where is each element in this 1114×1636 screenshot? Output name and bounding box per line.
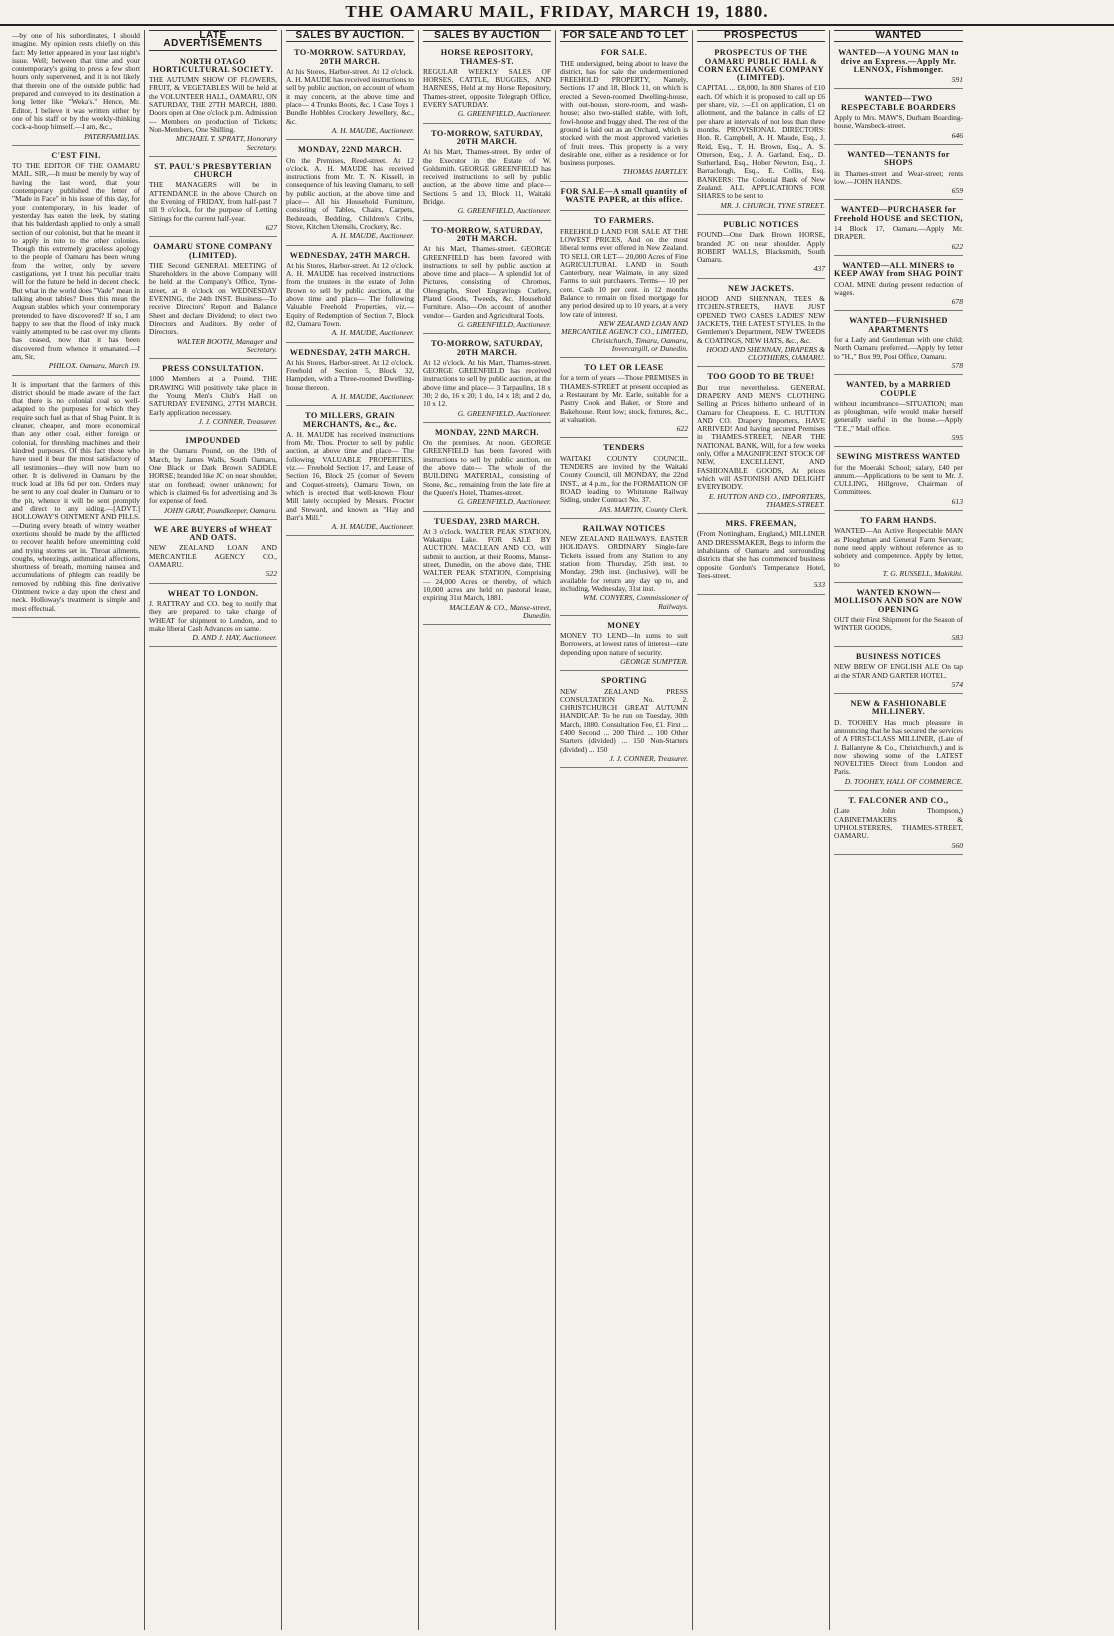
advertisement — [423, 337, 551, 423]
advertisement-title: PRESS CONSULTATION. — [162, 364, 264, 374]
advertisement-body: for a Lady and Gentleman with one child; North Oamaru preferred.—Apply by letter to "H.," Box 99, Post Office, Oamaru. — [834, 335, 963, 361]
advertisement — [834, 450, 963, 511]
advertisement — [149, 160, 277, 237]
advertisement-title: WANTED—FURNISHED APARTMENTS — [849, 316, 948, 334]
advertisement — [12, 379, 140, 618]
column-header: LATE ADVERTISEMENTS — [149, 30, 277, 51]
advertisement-title: WE ARE BUYERS of WHEAT AND OATS. — [153, 524, 273, 543]
advertisement — [834, 148, 963, 200]
advertisement — [697, 46, 825, 215]
advertisement-body: J. RATTRAY and CO. beg to notify that they are prepared to take charge of WHEAT for shipment to London, and to make liberal Cash Advances on same. — [149, 598, 277, 633]
advertisement — [423, 127, 551, 221]
advertisement — [149, 523, 277, 584]
advertisement — [423, 426, 551, 512]
advertisement-signature: G. GREENFIELD, Auctioneer. — [457, 109, 551, 119]
advertisement-signature: A. H. MAUDE, Auctioneer. — [331, 125, 414, 135]
advertisement-signature: 678 — [951, 297, 963, 307]
advertisement-body: NEW BREW OF ENGLISH ALE On tap at the STAR AND GARTER HOTEL. — [834, 662, 963, 680]
advertisement-title: OAMARU STONE COMPANY (LIMITED). — [153, 242, 273, 260]
advertisement-body: MONEY TO LEND—In sums to suit Borrowers, at lowest rates of interest—rate depending upon nature of security. — [560, 631, 688, 657]
advertisement-title: WANTED—PURCHASER for Freehold HOUSE and SECTION, — [834, 205, 963, 223]
advertisement-body: without incumbrance—SITUATION; man as ploughman, wife would make herself generally useful in the house.—Apply "T.E.," Mail office. — [834, 398, 963, 433]
advertisement-body: HOOD AND SHENNAN, TEES & ITCHEN-STREETS, HAVE JUST OPENED TWO CASES LADIES' NEW JACKETS, THE LATEST STYLES. In the Gentlemen's Department, NEW TWEEDS & COATINGS, NEW HATS, &c., &c. — [697, 294, 825, 345]
advertisement-title: FOR SALE. — [600, 48, 648, 58]
advertisement-body: On the Premises, Reed-street. At 12 o'clock. A. H. MAUDE has received instructions from Mr. T. N. Kissell, in consequence of his leaving Oamaru, to sell by public auction, at the above time and place— All his Household Furniture, consisting of Tables, Chairs, Carpets, Bedsteads, Bedding, Children's Cribs, Stove, Kitchen Utensils, Crockery, &c. — [286, 155, 414, 231]
advertisement-body: THE MANAGERS will be in ATTENDANCE in the above Church on the Evening of FRIDAY, from half-past 7 till 9 o'clock, for the purpose of Letting Sittings for the current half-year. — [149, 180, 277, 223]
advertisement — [149, 434, 277, 520]
advertisement-signature: A. H. MAUDE, Auctioneer. — [331, 522, 414, 532]
newspaper-page — [8, 30, 1106, 1630]
advertisement-body: At his Stores, Harbor-street. At 12 o'clock. A. H. MAUDE has received instructions from the trustees in the estate of John Brown to sell by public auction, at the above time and place— The following Valuable Freehold Properties, viz.— Equity of Redemption of Section 7, Block 82, Oamaru Town. — [286, 260, 414, 328]
advertisement-body: REGULAR WEEKLY SALES OF HORSES, CATTLE, BUGGIES, AND HARNESS, Held at my Horse Repository, Thames-street, opposite Telegraph Office, EVERY SATURDAY. — [423, 66, 551, 110]
advertisement-title: PROSPECTUS OF THE OAMARU PUBLIC HALL & CORN EXCHANGE COMPANY (LIMITED). — [697, 48, 825, 83]
advertisement-signature: E. HUTTON AND CO., IMPORTERS, THAMES-STREET. — [708, 491, 825, 509]
advertisement-body: CAPITAL ... £8,000, In 800 Shares of £10 each. Of which it is proposed to call up £6 per share, viz. :—£1 on application, £1 on allotment, and the balance in calls of £2 per share at intervals of not less than three months. PROVISIONAL DIRECTORS: Hon. R. Campbell, A. H. Maude, Esq., J. Reid, Esq., T. H. Brown, Esq., A. S. Otterson, Esq., J. A. Garland, Esq., D. Sutherland, Esq., Hober Newton, Esq., J. Barraclough, Esq., E. Collis, Esq. BANKERS: The Colonial Bank of New Zealand. ALL APPLICATIONS FOR SHARES to be sent to — [697, 83, 825, 201]
advertisement-title: TO FARM HANDS. — [860, 516, 937, 526]
advertisement-signature: 646 — [951, 130, 963, 140]
advertisement-signature: A. H. MAUDE, Auctioneer. — [331, 231, 414, 241]
advertisement-title: TO FARMERS. — [593, 216, 655, 226]
masthead-title: THE OAMARU MAIL, FRIDAY, MARCH 19, 1880. — [345, 2, 769, 21]
advertisement-body: OUT their First Shipment for the Season of WINTER GOODS, — [834, 615, 963, 633]
advertisement-signature: T. G. RUSSELL, Makikihi. — [882, 568, 963, 578]
advertisement-title: IMPOUNDED — [185, 436, 241, 446]
advertisement-body: —by one of his subordinates, I should imagine. My opinion rests chiefly on this fact: My letter appeared in your last night's issue. Well; between that time and your contemporary's going to press a few short hours only supervened, and it is not likely that therein one of the outside public had prepared and conveyed to its destination a long letter like "Weka's." Hence, Mr. Editor, I believe it was written either by one of his staff or by the weekly-thinking cock-a-hoop himself.—I am, &c., — [12, 31, 140, 132]
advertisement — [149, 55, 277, 157]
advertisement — [560, 46, 688, 181]
advertisement-title: TO-MORROW, SATURDAY, 20TH MARCH. — [431, 128, 543, 146]
advertisement — [834, 650, 963, 694]
advertisement-title: TENDERS — [603, 443, 645, 453]
advertisement-title: SPORTING — [601, 676, 647, 686]
advertisement — [560, 214, 688, 358]
advertisement-title: TO LET OR LEASE — [584, 363, 664, 373]
advertisement — [149, 587, 277, 648]
advertisement-body: TO THE EDITOR OF THE OAMARU MAIL. SIR,—It must be merely by way of having the last word, that your contemporary published the letter of "Made in Face" in his issue of this day, for your contemporary, in his leader of yesterday has eaten the leek, by stating that his balderdash applied to only a small section of our colonist, but that he meant it to apply in toto to the other colonies. Though this extremely graceless apology to the people of Oamaru has been wrung from the writer, only by severe castigations, yet I trust his peculiar traits will for the future be held in decent check. But what in the world does "Vade" mean in talking about tables? Does this mean the Augean stables which your contemporary pretended to have discovered? If so, I am happy to see that the flood of inky muck vainly attempted to be cast over my clients has ceased, now that it has been discovered from whence it emanated.—I am, Sir, — [12, 161, 140, 361]
column-5 — [556, 30, 693, 1630]
advertisement-signature: PATERFAMILIAS. — [84, 131, 140, 141]
advertisement — [423, 46, 551, 123]
advertisement-title: TUESDAY, 23RD MARCH. — [434, 516, 540, 526]
advertisement-title: MONEY — [607, 620, 641, 630]
advertisement-title: TO-MORROW. SATURDAY, 20TH MARCH. — [294, 48, 406, 66]
advertisement-title: MONDAY, 22ND MARCH. — [435, 427, 539, 437]
advertisement — [560, 361, 688, 438]
advertisement — [834, 46, 963, 89]
advertisement-title: WANTED—TWO RESPECTABLE BOARDERS — [841, 94, 956, 112]
advertisement — [423, 224, 551, 335]
advertisement-body: D. TOOHEY Has much pleasure in announcing that he has secured the services of A FIRST-CLASS MILLINER, (Late of J. Ballantyne & Co., Christchurch,) and is now showing some of the LATEST NOVELTIES Direct from London and Paris. — [834, 717, 963, 777]
advertisement-body: FOUND—One Dark Brown HORSE, branded JC on near shoulder. Apply ROBERT WALLS, Blacksmith, South Oamaru. — [697, 230, 825, 265]
column-header: FOR SALE AND TO LET — [560, 30, 688, 42]
advertisement-title: WANTED, by a MARRIED COUPLE — [846, 380, 951, 398]
advertisement-signature: PHILOX. Oamaru, March 19. — [48, 361, 140, 371]
column-7 — [830, 30, 967, 1630]
column-header: WANTED — [834, 30, 963, 42]
advertisement-signature: A. H. MAUDE, Auctioneer. — [331, 391, 414, 401]
advertisement — [834, 794, 963, 855]
advertisement-signature: 622 — [951, 241, 963, 251]
advertisement-signature: 627 — [265, 222, 277, 232]
advertisement-title: TO MILLERS, GRAIN MERCHANTS, &c., &c. — [302, 411, 397, 429]
advertisement-signature: JOHN GRAY, Poundkeeper, Oamaru. — [163, 505, 277, 515]
advertisement — [560, 185, 688, 212]
advertisement-signature: 578 — [951, 360, 963, 370]
advertisement-title: TO-MORROW, SATURDAY, 20TH MARCH. — [431, 339, 543, 357]
advertisement-body: On the premises. At noon. GEORGE GREENFIELD has been favored with instructions to sell by public auction, on the above date— The whole of the BUILDING MATERIAL, consisting of Stone, &c., remaining from the late fire at the Queen's Hotel, Thames-street. — [423, 438, 551, 497]
column-header: SALES BY AUCTION — [423, 30, 551, 42]
advertisement-body: A. H. MAUDE has received instructions from Mr. Thos. Procter to sell by public auction, at above time and place— The following VALUABLE PROPERTIES, viz.— Freehold Section 17, and Lease of Section 16, Block 25 (corner of Severn and Coquet-streets), Oamaru Town, on which is erected that well-known Flour Mill lately occupied by Messrs. Procter and Steward, and known as "Hay and Barr's Mill." — [286, 429, 414, 522]
column-header: PROSPECTUS — [697, 30, 825, 42]
advertisement — [286, 46, 414, 140]
advertisement-body: But true nevertheless. GENERAL DRAPERY AND MEN'S CLOTHING Selling at Prices hitherto unheard of in Oamaru for Cheapness. E. C. HUTTON AND CO. Drapery Importers, HAVE ARRIVED! And having secured Premises in THAMES-STREET, NEAR THE NATIONAL BANK, Will, for a few weeks only, Offer a MAGNIFICENT STOCK OF NEW, EXCELLENT, AND FASHIONABLE GOODS, At prices which will ASTONISH AND DELIGHT EVERYBODY. — [697, 382, 825, 492]
advertisement-body: At his Stores, Harbor-street. At 12 o'clock. A. H. MAUDE has received instructions to sell by public auction, on account of whom it may concern, at the above time and place— 4 Trunks Boots, &c. 1 Case Toys 1 Bundle Hobbles Crockery Jewellery, &c., &c. — [286, 66, 414, 126]
advertisement-body: At his Mart, Thames-street. GEORGE GREENFIELD has been favored with instructions to sell by public auction at above time and place— A splendid lot of Pictures, consisting of Chromos, Oleographs, Steel Engravings Cutlery, Plated Goods, Tweeds, &c. Household Furniture. Also—On account of another vendor— Garden and Agricultural Tools. — [423, 244, 551, 320]
advertisement-body: At 3 o'clock. WALTER PEAK STATION, Wakatipu Lake. FOR SALE BY AUCTION. MACLEAN AND CO. will submit to auction, at their Rooms, Manse-street, Dunedin, on the above date, THE WALTER PEAK STATION, Comprising— 24,000 Acres or thereby, of which 10,000 acres are held on pastoral lease, expiring 31st March, 1881. — [423, 526, 551, 603]
advertisement-body: (Late John Thompson,) CABINETMAKERS & UPHOLSTERERS, THAMES-STREET, OAMARU. — [834, 806, 963, 841]
advertisement — [697, 218, 825, 279]
advertisement-signature: D. AND J. HAY, Auctioneer. — [192, 633, 277, 643]
advertisement-signature: J. J. CONNER, Treasurer. — [198, 416, 277, 426]
column-header: SALES BY AUCTION. — [286, 30, 414, 42]
advertisement-body: for the Moeraki School; salary, £40 per annum.—Applications to be sent to Mr. J. CULLING, Hillgrove, Chairman of Committees. — [834, 462, 963, 497]
advertisement-signature: 574 — [951, 679, 963, 689]
advertisement-title: BUSINESS NOTICES — [856, 651, 941, 661]
advertisement-signature: 583 — [951, 632, 963, 642]
advertisement-signature: G. GREENFIELD, Auctioneer. — [457, 206, 551, 216]
advertisement-title: NEW JACKETS. — [727, 283, 795, 293]
advertisement-title: WANTED—TENANTS for SHOPS — [847, 149, 950, 168]
advertisement — [560, 522, 688, 616]
advertisement-signature: D. TOOHEY, HALL OF COMMERCE. — [844, 776, 963, 786]
advertisement — [286, 249, 414, 343]
advertisement-signature: G. GREENFIELD, Auctioneer. — [457, 497, 551, 507]
advertisement-signature: J. J. CONNER, Treasurer. — [609, 753, 688, 763]
advertisement — [149, 240, 277, 359]
advertisement-body: 14 Block 17, Oamaru.—Apply Mr. DRAPER. — [834, 224, 963, 242]
advertisement-body: NEW ZEALAND LOAN AND MERCANTILE AGENCY CO., OAMARU. — [149, 543, 277, 570]
column-1 — [8, 30, 145, 1630]
advertisement-body: (From Nottingham, England,) MILLINER AND DRESSMAKER, Begs to inform the inhabitants of Oamaru and surrounding districts that she has commenced business opposite Gordon's Temperance Hotel, Tees-street. — [697, 529, 825, 580]
advertisement-body: WANTED—An Active Respectable MAN as Ploughman and General Farm Servant; none need apply without reference as to sobriety and competence. Apply by letter, to — [834, 526, 963, 569]
advertisement-signature: G. GREENFIELD, Auctioneer. — [457, 319, 551, 329]
advertisement-title: TO-MORROW, SATURDAY, 20TH MARCH. — [431, 225, 543, 243]
advertisement-body: for a term of years —Those PREMISES in THAMES-STREET at present occupied as a Restaurant by Mr. Earle, suitable for a Pastry Cook and Baker, or Store and Bakehouse. Rent low; stock, fixtures, &c., at valuation. — [560, 373, 688, 424]
advertisement-signature: THOMAS HARTLEY. — [622, 167, 688, 177]
advertisement-title: T. FALCONER AND CO., — [848, 796, 949, 806]
advertisement — [834, 586, 963, 647]
advertisement-signature: 591 — [951, 75, 963, 85]
advertisement-signature: MR. J. CHURCH, TYNE STREET. — [720, 200, 825, 210]
advertisement-signature: NEW ZEALAND LOAN AND MERCANTILE AGENCY CO., LIMITED, Christchurch, Timaru, Oamaru, Invercargill, or Dunedin. — [561, 318, 688, 353]
advertisement — [697, 517, 825, 594]
advertisement — [286, 346, 414, 407]
advertisement-body: FREEHOLD LAND FOR SALE AT THE LOWEST PRICES, And on the most liberal terms ever offered in New Zealand. TO SELL OR LET— 20,000 Acres of Fine AGRICULTURAL LAND in South Canterbury, near Waimate, in any sized Farms to suit purchasers. Terms— 10 per cent. Cash 10 per cent. in 12 months Balance to remain on fixed mortgage for any period desired up to 10 years, at a very low rate of interest. — [560, 226, 688, 319]
advertisement-title: MRS. FREEMAN, — [725, 519, 797, 529]
advertisement-title: MONDAY, 22ND MARCH. — [298, 145, 402, 155]
advertisement-body: THE undersigned, being about to leave the district, has for sale the undermentioned FREEHOLD PROPERTY, Namely, Sections 17 and 18, Block 11, on which is erected a Seven-roomed Dwelling-house, with out-house, store-room, and wash-house; also two-stalled stable, with loft, fowl-house and buggy shed. The rest of the ground is laid out as an Orchard, which is stocked with the most approved varieties of fruit trees. This property is a very desirable one, either as a residence or for business purposes. — [560, 58, 688, 168]
advertisement-signature: MICHAEL T. SPRATT, Honorary Secretary. — [175, 134, 277, 152]
advertisement-body: Apply to Mrs. MAW'S, Durham Boarding-house, Wansbeck-street. — [834, 113, 963, 131]
advertisement-signature: A. H. MAUDE, Auctioneer. — [331, 328, 414, 338]
advertisement-body: NEW ZEALAND PRESS CONSULTATION No. 2. CHRISTCHURCH GREAT AUTUMN HANDICAP. To be run on Tuesday, 30th March, 1880. Consultation Fee, £1. First ... £400 Second ... 200 Third ... 100 Other Starters (divided) ... 150 Non-Starters (divided) ... 150 — [560, 686, 688, 754]
advertisement-signature: GEORGE SUMPTER. — [620, 657, 688, 666]
advertisement — [286, 409, 414, 536]
advertisement-signature: 437 — [813, 264, 825, 274]
advertisement-signature: 659 — [951, 186, 963, 196]
advertisement-title: SEWING MISTRESS WANTED — [836, 452, 961, 462]
advertisement — [12, 30, 140, 146]
advertisement — [286, 143, 414, 245]
advertisement-body: COAL MINE during present reduction of wages. — [834, 279, 963, 297]
advertisement-signature: 613 — [951, 496, 963, 506]
advertisement-signature: JAS. MARTIN, County Clerk. — [598, 504, 688, 514]
advertisement-body: in the Oamaru Pound, on the 19th of March, by James Walls, South Oamaru, One Black or Dark Brown SADDLE HORSE; branded like JC on near shoulder, star on forehead; owner unknown; for which is claimed 6s for advertising and 3s for expense of feed. — [149, 446, 277, 506]
advertisement-title: NEW & FASHIONABLE MILLINERY. — [850, 699, 947, 717]
advertisement — [560, 441, 688, 518]
advertisement-body: At 12 o'clock. At his Mart, Thames-street. GEORGE GREENFIELD has received instructions to sell by public auction, at the above time and place— 3 Tarpaulins, 18 x 30; 2 do, 16 x 20; 1 do, 14 x 18; and 2 do, 10 x 12. — [423, 357, 551, 409]
advertisement — [834, 203, 963, 255]
advertisement — [834, 314, 963, 375]
advertisement-signature: 533 — [813, 580, 825, 590]
advertisement-body: At his Stores, Harbor-street. At 12 o'clock. Freehold of Section 5, Block 32, Hampden, with a Three-roomed Dwelling-house thereon. — [286, 357, 414, 392]
column-3 — [282, 30, 419, 1630]
advertisement — [423, 515, 551, 626]
advertisement-body: 1000 Members at a Pound. THE DRAWING Will positively take place in the Young Men's Club's Hall on SATURDAY EVENING, 27TH MARCH. Early application necessary. — [149, 374, 277, 417]
advertisement-body: At his Mart, Thames-street. By order of the Executor in the Estate of W. Goldsmith. GEORGE GREENFIELD has received instructions to sell by public auction, at the above time and place— Sections 5 and 13, Block 11, Waitaki Bridge. — [423, 147, 551, 207]
advertisement-signature: G. GREENFIELD, Auctioneer. — [457, 408, 551, 418]
advertisement-signature: 622 — [676, 424, 688, 434]
advertisement-signature: MACLEAN & CO., Manse-street, Dunedin. — [449, 602, 551, 620]
column-4 — [419, 30, 556, 1630]
advertisement — [834, 697, 963, 791]
advertisement-body: THE Second GENERAL MEETING of Shareholders in the above Company will be held at the Company's Office, Tyne-street, at 8 o'clock on WEDNESDAY EVENING, the 24th INST. Business—To receive Directors' Report and Balance Sheet and declare Dividend; to elect two Directors and Auditors. By order of Directors. — [149, 260, 277, 337]
column-6 — [693, 30, 830, 1630]
advertisement — [560, 674, 688, 768]
advertisement-title: WANTED—A YOUNG MAN to drive an Express.—Apply Mr. LENNOX, Fishmonger. — [838, 48, 959, 74]
advertisement-body: THE AUTUMN SHOW OF FLOWERS, FRUIT, & VEGETABLES Will be held at the VOLUNTEER HALL, OAMARU, ON SATURDAY, THE 27TH MARCH, 1880. Doors open at One o'clock p.m. Admission — Members on production of Tickets; Non-Members, One Shilling. — [149, 75, 277, 134]
advertisement — [697, 282, 825, 368]
advertisement-title: FOR SALE—A small quantity of WASTE PAPER, at this office. — [560, 186, 688, 205]
advertisement-title: NORTH OTAGO HORTICULTURAL SOCIETY. — [152, 56, 274, 74]
advertisement-title: WEDNESDAY, 24TH MARCH. — [289, 347, 411, 357]
advertisement-title: WEDNESDAY, 24TH MARCH. — [289, 250, 411, 260]
advertisement-title: ST. PAUL'S PRESBYTERIAN CHURCH — [154, 161, 272, 180]
advertisement-body: It is important that the farmers of this district should be made aware of the fact that there is no colonial coal so well-adapted to the purposes for which they require such fuel as that of Shag Point. It is cleaner, cheaper, and more economical than any other coal, either foreign or colonial, for threshing machines and their kindred purposes. Of this fact those who have used it bear the most satisfactory of all testimonies—they will now burn no other. It is delivered in Oamaru by the truck load at 18s 6d per ton. Orders may be sent to any coal dealer in Oamaru or to the pit, whence it will be sent promptly and direct to any siding.—[ADVT.] HOLLOWAY'S OINTMENT AND PILLS.—During every breath of wintry weather exertions should be made by the afflicted to recover health before unremitting cold and trying storms set in. Throat ailments, coughs, wheezings, asthmatical affections, shortness of breath, morning nausea and accumulations of phlegm can readily be removed by rubbing this fine derivative Ointment twice a day upon the chest and neck. Holloway's treatment is simple and most effectual. — [12, 379, 140, 613]
advertisement-body: in Thames-street and Wear-street; rents low.—JOHN HANDS. — [834, 168, 963, 186]
advertisement-signature: 560 — [951, 840, 963, 850]
advertisement-body: WAITAKI COUNTY COUNCIL. TENDERS are invited by the Waitaki County Council, till MONDAY, the 22nd INST., at 4 p.m., for the FORMATION OF ROAD leading to Whitstone Railway Siding, under Contract No. 37. — [560, 453, 688, 505]
advertisement-signature: WALTER BOOTH, Manager and Secretary. — [176, 336, 277, 354]
advertisement-title: WHEAT TO LONDON. — [167, 588, 259, 598]
advertisement — [834, 514, 963, 583]
column-2 — [145, 30, 282, 1630]
advertisement-title: WANTED—ALL MINERS to KEEP AWAY from SHAG POINT — [834, 260, 963, 279]
advertisement-signature: HOOD AND SHENNAN, DRAPERS & CLOTHIERS, OAMARU. — [706, 344, 825, 363]
masthead — [0, 0, 1114, 26]
advertisement — [834, 378, 963, 447]
advertisement — [149, 362, 277, 431]
advertisement-title: RAILWAY NOTICES — [582, 523, 666, 533]
advertisement-title: TOO GOOD TO BE TRUE! — [707, 372, 815, 382]
advertisement-signature: 595 — [951, 432, 963, 442]
advertisement-title: PUBLIC NOTICES — [723, 219, 799, 229]
advertisement-signature: WM. CONYERS, Commissioner of Railways. — [583, 593, 688, 611]
advertisement-title: WANTED KNOWN—MOLLISON AND SON are NOW OPENING — [834, 588, 963, 614]
advertisement-title: C'EST FINI. — [51, 150, 101, 160]
advertisement — [12, 149, 140, 376]
advertisement — [560, 619, 688, 671]
advertisement-title: HORSE REPOSITORY, THAMES-ST. — [440, 48, 534, 66]
advertisement-signature: 522 — [265, 569, 277, 579]
advertisement — [697, 370, 825, 514]
advertisement-body: NEW ZEALAND RAILWAYS. EASTER HOLIDAYS. ORDINARY Single-fare Tickets issued from any Station to any station from Thursday, 25th inst. to Monday, 29th inst. (inclusive), will be available for return any day up to, and including, Wednesday, 31st inst. — [560, 534, 688, 593]
advertisement — [834, 92, 963, 144]
advertisement — [834, 259, 963, 311]
